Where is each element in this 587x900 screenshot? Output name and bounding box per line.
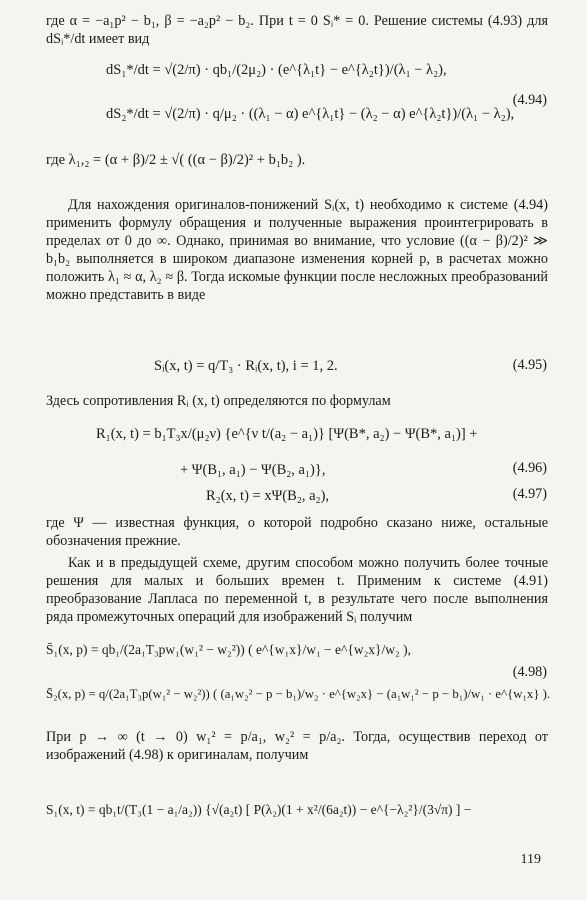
- paragraph-psi-function: где Ψ — известная функция, о которой подробно сказано ниже, остальные обозначения прежние.: [46, 515, 548, 549]
- equation-4-97: R₂(x, t) = xΨ(B₂, a₂),: [206, 488, 330, 504]
- equation-4-95: Sᵢ(x, t) = q/T₃ · Rᵢ(x, t), i = 1, 2.: [154, 358, 338, 374]
- equation-4-94-first: dS₁*/dt = √(2/π) · qb₁/(2μ₂) · (e^{λ₁t} − e^{λ₂t})/(λ₁ − λ₂),: [106, 62, 447, 78]
- page-number: 119: [520, 852, 541, 867]
- equation-number-4-96: (4.96): [512, 460, 547, 476]
- paragraph-alpha-beta: где α = −a₁p² − b₁, β = −a₂p² − b₂. При t = 0 Sᵢ* = 0. Решение системы (4.93) для dSᵢ*/dt имеет вид: [46, 13, 548, 47]
- paragraph-large-p: При p → ∞ (t → 0) w₁² = p/a₁, w₂² = p/a₂. Тогда, осуществив переход от изображений (4.98) к оригиналам, получим: [46, 729, 548, 763]
- equation-number-4-98: (4.98): [512, 664, 547, 680]
- equation-number-4-97: (4.97): [512, 486, 547, 502]
- paragraph-originals: Для нахождения оригиналов-понижений Sᵢ(x, t) необходимо к системе (4.94) применить формулу обращения и полученные выражения проинтегрировать в пределах от 0 до ∞. Однако, принимая во внимание, что условие ((α − β)/2)² ≫ b₁b₂ выполняется в широком диапазоне изменения корней p, в расчетах можно положить λ₁ ≈ α, λ₂ ≈ β. Тогда искомые функции после несложных преобразований можно представить в виде: [46, 197, 548, 303]
- paragraph-laplace: Как и в предыдущей схеме, другим способом можно получить более точные решения для малых и больших времен t. Применим к системе (4.91) преобразование Лапласа по переменной t, в результате чего после выполнения ряда промежуточных операций для изображений Sᵢ получим: [46, 555, 548, 625]
- equation-4-98-first: S̄₁(x, p) = qb₁/(2a₁T₃pw₁(w₁² − w₂²)) ( e^{w₁x}/w₁ − e^{w₂x}/w₂ ),: [46, 642, 411, 657]
- equation-4-94-second: dS₂*/dt = √(2/π) · q/μ₂ · ((λ₁ − α) e^{λ₁t} − (λ₂ − α) e^{λ₂t})/(λ₁ − λ₂),: [106, 106, 515, 122]
- equation-4-98-second: S̄₂(x, p) = q/(2a₁T₃p(w₁² − w₂²)) ( (a₁w₂² − p − b₁)/w₂ · e^{w₂x} − (a₁w₁² − p − b₁)/w₁ · e^{w₁x} ).: [46, 687, 551, 701]
- equation-number-4-95: (4.95): [512, 357, 547, 373]
- lambda-definition: где λ₁,₂ = (α + β)/2 ± √( ((α − β)/2)² + b₁b₂ ).: [46, 152, 306, 168]
- paragraph-resistances: Здесь сопротивления Rᵢ (x, t) определяются по формулам: [46, 393, 391, 409]
- equation-s1-original: S₁(x, t) = qb₁t/(T₃(1 − a₁/a₂)) {√(a₂t) [ P(λ₂)(1 + x²/(6a₂t)) − e^{−λ₂²}/(3√π) ] −: [46, 802, 472, 817]
- equation-4-96-first: R₁(x, t) = b₁T₃x/(μ₂ν) {e^{ν t/(a₂ − a₁)} [Ψ(B*, a₂) − Ψ(B*, a₁)] +: [96, 426, 478, 442]
- equation-4-96-second: + Ψ(B₁, a₁) − Ψ(B₂, a₁)},: [180, 462, 326, 478]
- equation-number-4-94: (4.94): [512, 92, 547, 108]
